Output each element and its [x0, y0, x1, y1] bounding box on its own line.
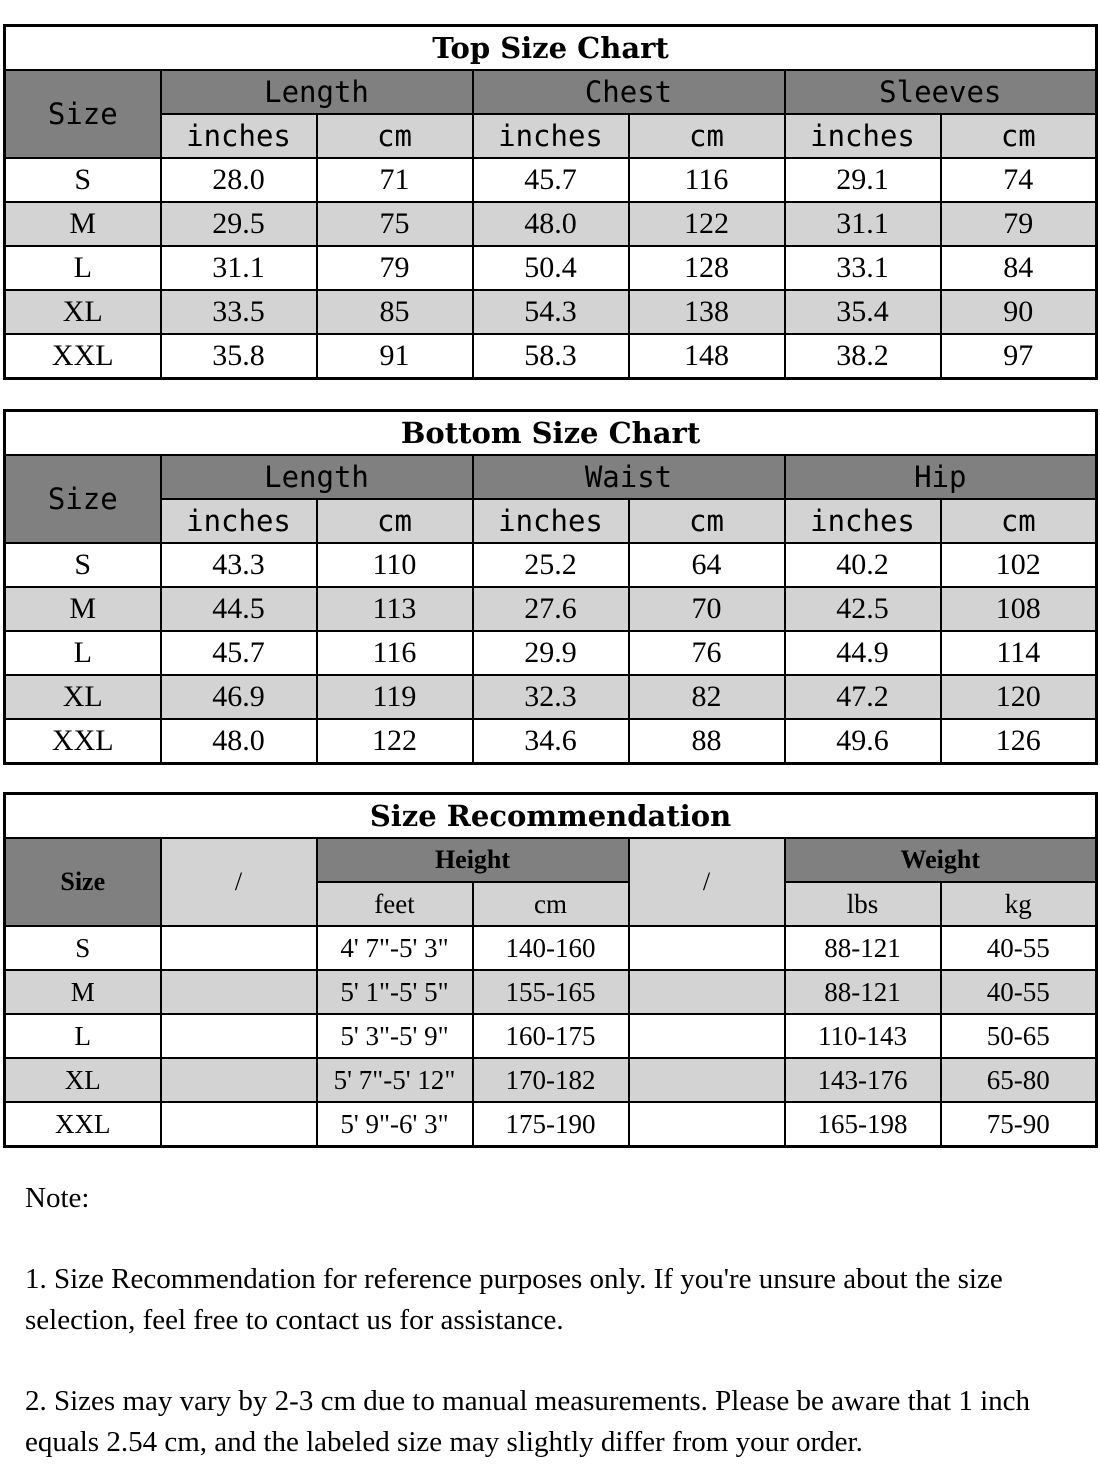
value-cell: 122 [317, 719, 473, 764]
value-cell: 29.5 [161, 202, 317, 246]
value-cell: 75 [317, 202, 473, 246]
height-cm-cell: 170-182 [473, 1058, 629, 1102]
value-cell: 32.3 [473, 675, 629, 719]
table-row [5, 587, 1097, 631]
value-cell: 116 [317, 631, 473, 675]
unit-header: cm [317, 114, 473, 158]
value-cell: 79 [317, 246, 473, 290]
value-cell: 31.1 [161, 246, 317, 290]
height-feet-cell: 4' 7"-5' 3" [317, 926, 473, 970]
size-cell: XL [5, 290, 161, 334]
unit-header: inches [785, 499, 941, 543]
height-feet-cell: 5' 3"-5' 9" [317, 1014, 473, 1058]
unit-header: lbs [785, 882, 941, 926]
height-cm-cell: 140-160 [473, 926, 629, 970]
chart-title: Bottom Size Chart [5, 411, 1097, 456]
slash-header: / [161, 838, 317, 926]
value-cell: 120 [941, 675, 1097, 719]
value-cell: 108 [941, 587, 1097, 631]
weight-lbs-cell: 165-198 [785, 1102, 941, 1147]
table-row [5, 719, 1097, 764]
value-cell: 138 [629, 290, 785, 334]
note-item: 1. Size Recommendation for reference purposes only. If you're unsure about the size selection, feel free to contact us for assistance. [25, 1263, 1003, 1336]
value-cell: 74 [941, 158, 1097, 202]
slash-header: / [629, 838, 785, 926]
table-row [5, 202, 1097, 246]
table-row [5, 158, 1097, 202]
weight-kg-cell: 75-90 [941, 1102, 1097, 1147]
value-cell: 79 [941, 202, 1097, 246]
size-cell: S [5, 926, 161, 970]
weight-kg-cell: 50-65 [941, 1014, 1097, 1058]
value-cell: 27.6 [473, 587, 629, 631]
value-cell: 48.0 [161, 719, 317, 764]
empty-cell [161, 1102, 317, 1147]
unit-header: cm [473, 882, 629, 926]
group-header: Hip [785, 455, 1097, 499]
empty-cell [629, 1014, 785, 1058]
value-cell: 29.1 [785, 158, 941, 202]
notes-heading: Note: [25, 1182, 90, 1214]
value-cell: 35.8 [161, 334, 317, 379]
size-cell: S [5, 543, 161, 587]
size-cell: XXL [5, 1102, 161, 1147]
weight-lbs-cell: 88-121 [785, 970, 941, 1014]
unit-header: kg [941, 882, 1097, 926]
height-cm-cell: 155-165 [473, 970, 629, 1014]
value-cell: 33.1 [785, 246, 941, 290]
table-row [5, 1102, 1097, 1147]
value-cell: 70 [629, 587, 785, 631]
value-cell: 148 [629, 334, 785, 379]
height-header: Height [317, 838, 629, 882]
value-cell: 126 [941, 719, 1097, 764]
table-row [5, 543, 1097, 587]
weight-kg-cell: 40-55 [941, 926, 1097, 970]
height-feet-cell: 5' 1"-5' 5" [317, 970, 473, 1014]
value-cell: 43.3 [161, 543, 317, 587]
value-cell: 28.0 [161, 158, 317, 202]
size-cell: L [5, 246, 161, 290]
size-cell: XXL [5, 719, 161, 764]
bottom-size-chart [3, 409, 1098, 765]
value-cell: 122 [629, 202, 785, 246]
value-cell: 49.6 [785, 719, 941, 764]
weight-lbs-cell: 143-176 [785, 1058, 941, 1102]
unit-header: feet [317, 882, 473, 926]
empty-cell [629, 926, 785, 970]
value-cell: 40.2 [785, 543, 941, 587]
group-header: Length [161, 455, 473, 499]
unit-header: inches [473, 499, 629, 543]
value-cell: 114 [941, 631, 1097, 675]
value-cell: 44.9 [785, 631, 941, 675]
value-cell: 34.6 [473, 719, 629, 764]
chart-title: Top Size Chart [5, 26, 1097, 71]
height-feet-cell: 5' 9"-6' 3" [317, 1102, 473, 1147]
table-row [5, 290, 1097, 334]
value-cell: 128 [629, 246, 785, 290]
table-row [5, 1058, 1097, 1102]
group-header: Chest [473, 70, 785, 114]
empty-cell [629, 1058, 785, 1102]
size-column-header: Size [5, 70, 161, 158]
empty-cell [161, 926, 317, 970]
unit-header: inches [161, 114, 317, 158]
value-cell: 90 [941, 290, 1097, 334]
size-cell: XXL [5, 334, 161, 379]
value-cell: 38.2 [785, 334, 941, 379]
note-item: 2. Sizes may vary by 2-3 cm due to manual measurements. Please be aware that 1 inch equals 2.54 cm, and the labeled size may slightly differ from your order. [25, 1385, 1031, 1458]
size-cell: L [5, 631, 161, 675]
value-cell: 33.5 [161, 290, 317, 334]
value-cell: 85 [317, 290, 473, 334]
height-cm-cell: 160-175 [473, 1014, 629, 1058]
value-cell: 97 [941, 334, 1097, 379]
size-cell: M [5, 202, 161, 246]
top-size-chart [3, 24, 1098, 380]
value-cell: 31.1 [785, 202, 941, 246]
unit-header: cm [317, 499, 473, 543]
value-cell: 110 [317, 543, 473, 587]
value-cell: 45.7 [161, 631, 317, 675]
size-cell: XL [5, 1058, 161, 1102]
value-cell: 76 [629, 631, 785, 675]
table-row [5, 926, 1097, 970]
empty-cell [161, 970, 317, 1014]
empty-cell [629, 970, 785, 1014]
value-cell: 119 [317, 675, 473, 719]
table-row [5, 246, 1097, 290]
empty-cell [161, 1014, 317, 1058]
chart-title: Size Recommendation [5, 794, 1097, 839]
size-column-header: Size [5, 455, 161, 543]
table-row [5, 631, 1097, 675]
table-row [5, 1014, 1097, 1058]
value-cell: 102 [941, 543, 1097, 587]
size-cell: XL [5, 675, 161, 719]
unit-header: inches [785, 114, 941, 158]
value-cell: 48.0 [473, 202, 629, 246]
size-column-header: Size [5, 838, 161, 926]
value-cell: 82 [629, 675, 785, 719]
notes-section [25, 1178, 1085, 1463]
weight-kg-cell: 40-55 [941, 970, 1097, 1014]
unit-header: cm [629, 499, 785, 543]
empty-cell [629, 1102, 785, 1147]
weight-kg-cell: 65-80 [941, 1058, 1097, 1102]
value-cell: 58.3 [473, 334, 629, 379]
size-cell: M [5, 587, 161, 631]
group-header: Length [161, 70, 473, 114]
value-cell: 47.2 [785, 675, 941, 719]
table-row [5, 675, 1097, 719]
unit-header: inches [473, 114, 629, 158]
height-feet-cell: 5' 7"-5' 12" [317, 1058, 473, 1102]
table-row [5, 334, 1097, 379]
value-cell: 113 [317, 587, 473, 631]
group-header: Waist [473, 455, 785, 499]
value-cell: 42.5 [785, 587, 941, 631]
value-cell: 44.5 [161, 587, 317, 631]
weight-lbs-cell: 110-143 [785, 1014, 941, 1058]
size-cell: S [5, 158, 161, 202]
height-cm-cell: 175-190 [473, 1102, 629, 1147]
value-cell: 54.3 [473, 290, 629, 334]
unit-header: cm [941, 114, 1097, 158]
unit-header: cm [629, 114, 785, 158]
unit-header: inches [161, 499, 317, 543]
value-cell: 50.4 [473, 246, 629, 290]
size-cell: M [5, 970, 161, 1014]
table-row [5, 970, 1097, 1014]
empty-cell [161, 1058, 317, 1102]
group-header: Sleeves [785, 70, 1097, 114]
value-cell: 91 [317, 334, 473, 379]
value-cell: 116 [629, 158, 785, 202]
value-cell: 88 [629, 719, 785, 764]
weight-lbs-cell: 88-121 [785, 926, 941, 970]
size-cell: L [5, 1014, 161, 1058]
value-cell: 35.4 [785, 290, 941, 334]
weight-header: Weight [785, 838, 1097, 882]
value-cell: 46.9 [161, 675, 317, 719]
size-recommendation-table [3, 792, 1098, 1148]
value-cell: 84 [941, 246, 1097, 290]
value-cell: 64 [629, 543, 785, 587]
unit-header: cm [941, 499, 1097, 543]
value-cell: 71 [317, 158, 473, 202]
value-cell: 25.2 [473, 543, 629, 587]
value-cell: 45.7 [473, 158, 629, 202]
value-cell: 29.9 [473, 631, 629, 675]
